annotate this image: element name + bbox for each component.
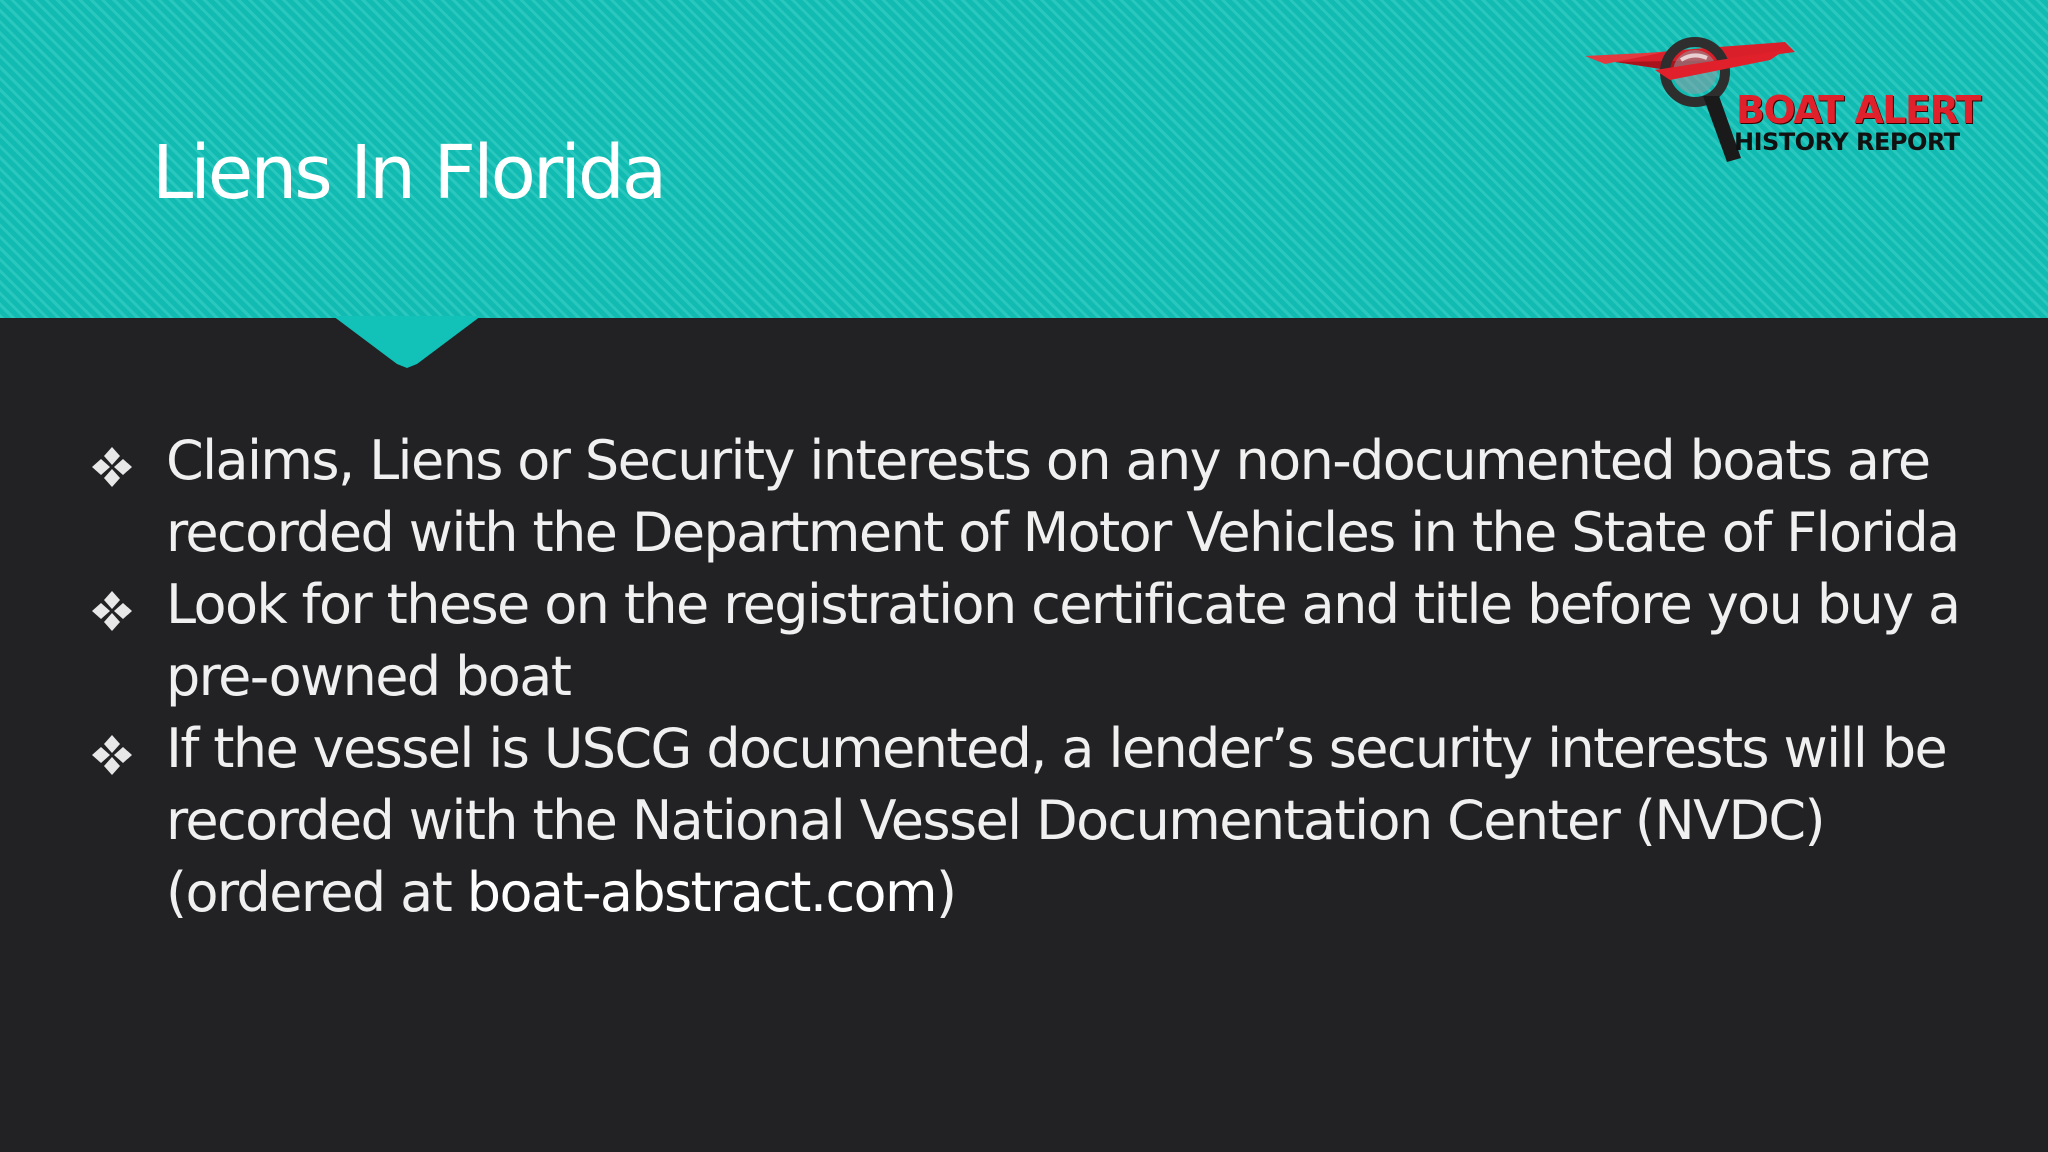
bullet-text: If the vessel is USCG documented, a lender’s security interests will be recorded with the National Vessel Documentation Center (NVDC) (ordered at (166, 717, 1947, 924)
bullet-text: Claims, Liens or Security interests on any non-documented boats are recorded with the Department of Motor Vehicles in the State of Florida (166, 429, 1959, 564)
list-item (90, 713, 1990, 929)
bullet-text: Look for these on the registration certificate and title before you buy a pre-owned boat (166, 573, 1960, 708)
header-notch-shape (333, 316, 481, 368)
list-item (90, 569, 1990, 713)
four-diamond-bullet-icon (90, 733, 134, 777)
bullet-list (90, 425, 1990, 929)
logo-text-history-report: HISTORY REPORT (1734, 128, 1960, 156)
boat-abstract-link[interactable]: boat-abstract.com (466, 861, 936, 924)
logo-text-boat-alert: BOAT ALERT (1736, 88, 1980, 132)
slide-title: Liens In Florida (152, 130, 665, 216)
bullet-text-end: ) (935, 861, 956, 924)
list-item (90, 425, 1990, 569)
four-diamond-bullet-icon (90, 589, 134, 633)
four-diamond-bullet-icon (90, 445, 134, 489)
